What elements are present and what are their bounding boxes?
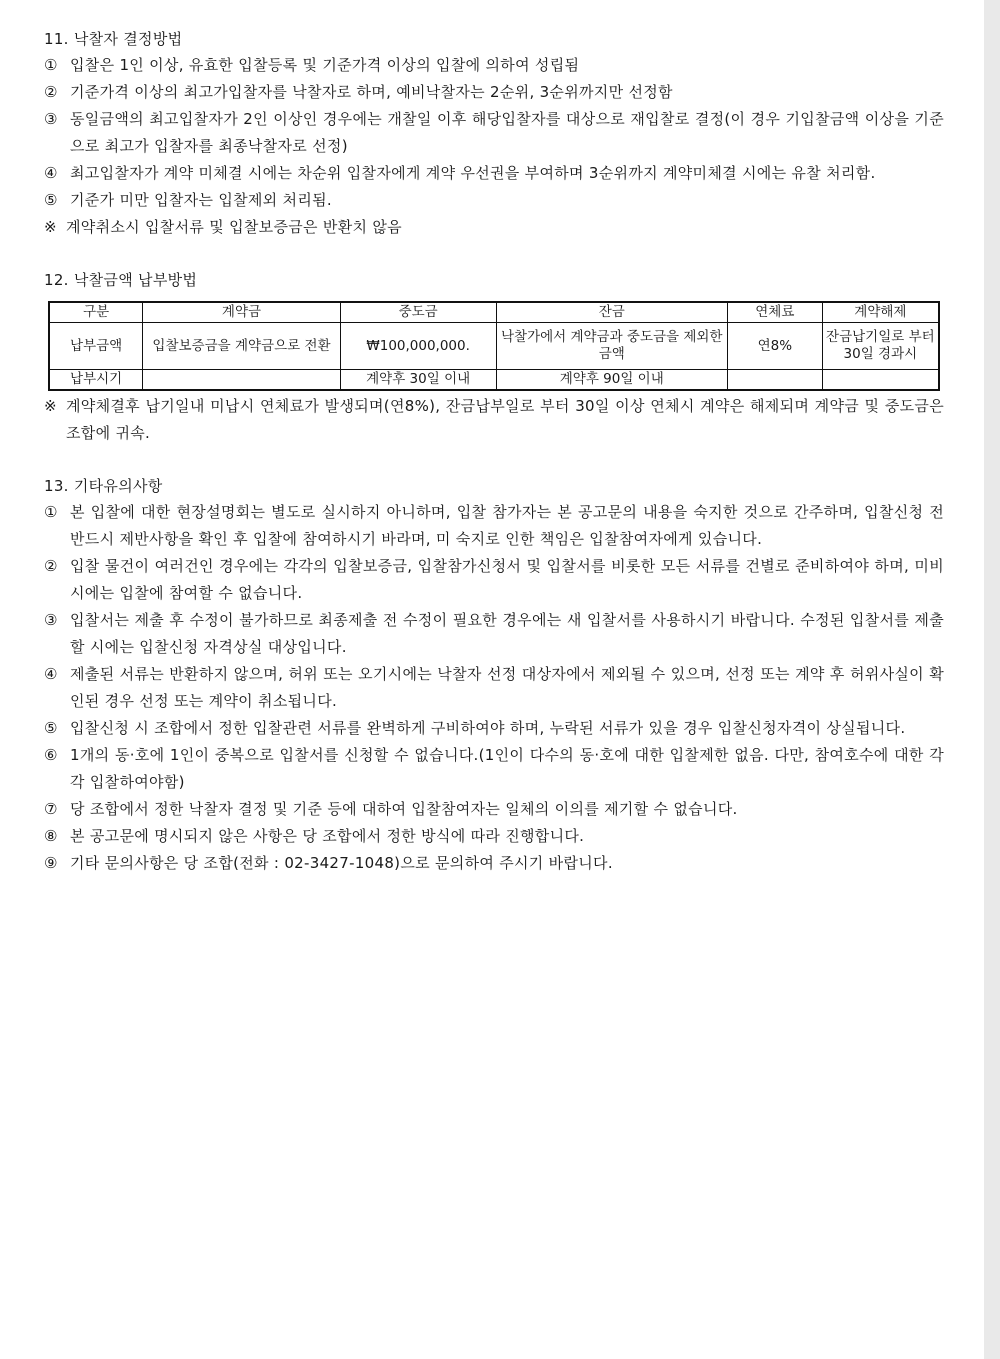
table-cell: 납부금액 bbox=[49, 323, 143, 370]
table-cell: ₩100,000,000. bbox=[340, 323, 496, 370]
payment-table bbox=[48, 301, 940, 391]
section-12-title: 12. 낙찰금액 납부방법 bbox=[44, 271, 198, 289]
list-item: ⑧ 본 공고문에 명시되지 않은 사항은 당 조합에서 정한 방식에 따라 진행합니다. bbox=[44, 827, 585, 845]
page-edge-strip bbox=[984, 0, 1000, 1359]
table-header-cell: 계약해제 bbox=[822, 302, 939, 323]
table-header-row bbox=[49, 302, 939, 323]
list-item: ⑤ 기준가 미만 입찰자는 입찰제외 처리됨. bbox=[44, 191, 332, 209]
table-cell: 입찰보증금을 계약금으로 전환 bbox=[143, 323, 340, 370]
list-item: ⑥ 1개의 동·호에 1인이 중복으로 입찰서를 신청할 수 없습니다.(1인이 다수의 동·호에 대한 입찰제한 없음. 다만, 참여호수에 대한 각각 입찰하여야함) bbox=[44, 746, 944, 791]
table-header-cell: 잔금 bbox=[496, 302, 727, 323]
table-cell: 계약후 30일 이내 bbox=[340, 370, 496, 391]
table-cell bbox=[727, 370, 822, 391]
list-item: ② 입찰 물건이 여러건인 경우에는 각각의 입찰보증금, 입찰참가신청서 및 입찰서를 비롯한 모든 서류를 건별로 준비하여야 하며, 미비시에는 입찰에 참여할 수 없습니다. bbox=[44, 557, 944, 602]
table-row bbox=[49, 370, 939, 391]
list-item: ⑦ 당 조합에서 정한 낙찰자 결정 및 기준 등에 대하여 입찰참여자는 일체의 이의를 제기할 수 없습니다. bbox=[44, 800, 738, 818]
table-header-cell: 중도금 bbox=[340, 302, 496, 323]
section-11-note: ※ 계약취소시 입찰서류 및 입찰보증금은 반환치 않음 bbox=[44, 218, 402, 236]
table-cell bbox=[822, 370, 939, 391]
table-cell bbox=[143, 370, 340, 391]
list-item: ④ 제출된 서류는 반환하지 않으며, 허위 또는 오기시에는 낙찰자 선정 대상자에서 제외될 수 있으며, 선정 또는 계약 후 허위사실이 확인된 경우 선정 또는 계약이 취소됩니다. bbox=[44, 665, 944, 710]
list-item: ⑨ 기타 문의사항은 당 조합(전화 : 02-3427-1048)으로 문의하여 주시기 바랍니다. bbox=[44, 854, 613, 872]
list-item: ③ 입찰서는 제출 후 수정이 불가하므로 최종제출 전 수정이 필요한 경우에는 새 입찰서를 사용하시기 바랍니다. 수정된 입찰서를 제출할 시에는 입찰신청 자격상실 대상입니다. bbox=[44, 611, 944, 656]
list-item: ⑤ 입찰신청 시 조합에서 정한 입찰관련 서류를 완벽하게 구비하여야 하며, 누락된 서류가 있을 경우 입찰신청자격이 상실됩니다. bbox=[44, 719, 906, 737]
section-12 bbox=[44, 267, 944, 447]
list-item: ② 기준가격 이상의 최고가입찰자를 낙찰자로 하며, 예비낙찰자는 2순위, 3순위까지만 선정함 bbox=[44, 83, 673, 101]
table-cell: 잔금납기일로 부터 30일 경과시 bbox=[822, 323, 939, 370]
table-row bbox=[49, 323, 939, 370]
list-item: ① 입찰은 1인 이상, 유효한 입찰등록 및 기준가격 이상의 입찰에 의하여 성립됨 bbox=[44, 56, 580, 74]
section-11-title: 11. 낙찰자 결정방법 bbox=[44, 30, 183, 48]
section-11 bbox=[44, 26, 944, 241]
table-cell: 연8% bbox=[727, 323, 822, 370]
table-cell: 계약후 90일 이내 bbox=[496, 370, 727, 391]
section-13 bbox=[44, 473, 944, 877]
table-header-cell: 연체료 bbox=[727, 302, 822, 323]
table-header-cell: 계약금 bbox=[143, 302, 340, 323]
list-item: ③ 동일금액의 최고입찰자가 2인 이상인 경우에는 개찰일 이후 해당입찰자를 대상으로 재입찰로 결정(이 경우 기입찰금액 이상을 기준으로 최고가 입찰자를 최종낙찰자로 선정) bbox=[44, 110, 944, 155]
document-page bbox=[44, 26, 944, 877]
table-cell: 낙찰가에서 계약금과 중도금을 제외한 금액 bbox=[496, 323, 727, 370]
list-item: ① 본 입찰에 대한 현장설명회는 별도로 실시하지 아니하며, 입찰 참가자는 본 공고문의 내용을 숙지한 것으로 간주하며, 입찰신청 전 반드시 제반사항을 확인 후 입찰에 참여하시기 바라며, 미 숙지로 인한 책임은 입찰참여자에게 있습니다. bbox=[44, 503, 944, 548]
section-12-note: ※ 계약체결후 납기일내 미납시 연체료가 발생되며(연8%), 잔금납부일로 부터 30일 이상 연체시 계약은 해제되며 계약금 및 중도금은 조합에 귀속. bbox=[44, 397, 944, 442]
table-header-cell: 구분 bbox=[49, 302, 143, 323]
list-item: ④ 최고입찰자가 계약 미체결 시에는 차순위 입찰자에게 계약 우선권을 부여하며 3순위까지 계약미체결 시에는 유찰 처리함. bbox=[44, 164, 876, 182]
table-cell: 납부시기 bbox=[49, 370, 143, 391]
section-13-title: 13. 기타유의사항 bbox=[44, 477, 163, 495]
